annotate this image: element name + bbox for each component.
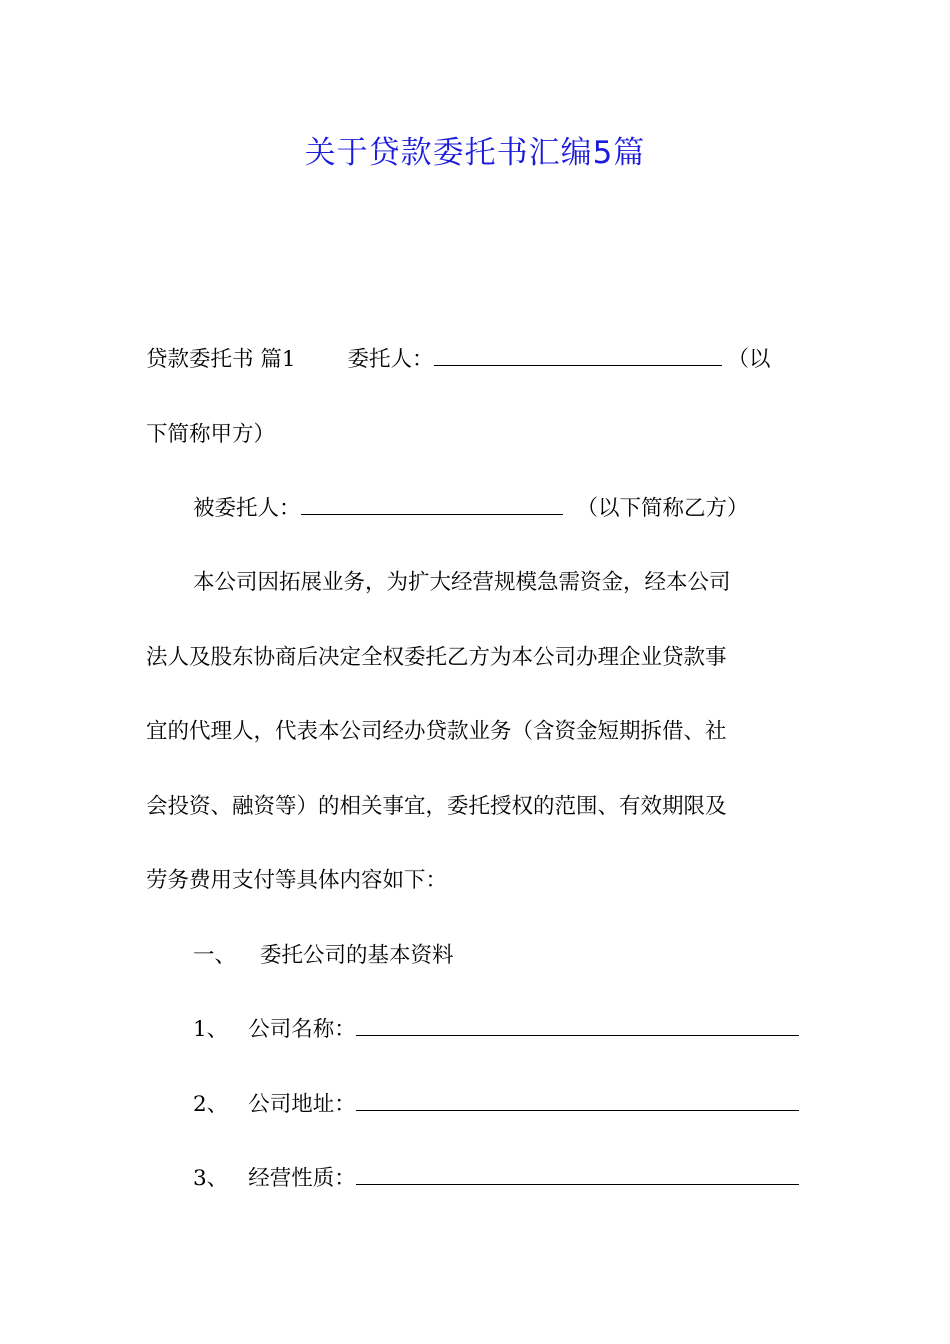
item-number: 2、 [193,1092,229,1117]
paragraph-line: 宜的代理人，代表本公司经办贷款业务（含资金短期拆借、社 [146,719,727,744]
agent-label: 被委托人： [193,496,301,521]
company-address-blank [356,1092,799,1111]
paragraph-line: 会投资、融资等）的相关事宜，委托授权的范围、有效期限及 [146,794,727,819]
paragraph-line: 本公司因拓展业务，为扩大经营规模急需资金，经本公司 [193,570,731,595]
item-label: 公司名称： [248,1017,356,1042]
agent-suffix: （以下简称乙方） [576,496,749,521]
item-label: 公司地址： [248,1092,356,1117]
section-heading [193,941,454,971]
agent-blank [301,496,563,515]
client-cont: 下简称甲方） [146,422,276,447]
company-name-blank [356,1017,799,1036]
agent-line [193,494,749,524]
client-cont-line [146,420,275,450]
heading-part: 贷款委托书 篇1 [146,347,296,372]
item-number: 3、 [193,1166,229,1191]
business-nature-blank [356,1166,799,1185]
list-item-company-name [193,1015,799,1045]
section-number: 一、 [193,943,237,968]
section-title: 委托公司的基本资料 [260,943,454,968]
client-label: 委托人： [347,347,434,372]
document-title: 关于贷款委托书汇编5篇 [304,135,646,171]
paragraph-line: 法人及股东协商后决定全权委托乙方为本公司办理企业贷款事 [146,645,727,670]
list-item-business-nature [193,1164,799,1194]
paragraph-line: 劳务费用支付等具体内容如下： [146,868,448,893]
list-item-company-address [193,1090,799,1120]
item-number: 1、 [193,1017,229,1042]
client-suffix: （以 [727,347,771,372]
client-blank [434,347,722,366]
heading-line [146,345,771,375]
item-label: 经营性质： [248,1166,356,1191]
